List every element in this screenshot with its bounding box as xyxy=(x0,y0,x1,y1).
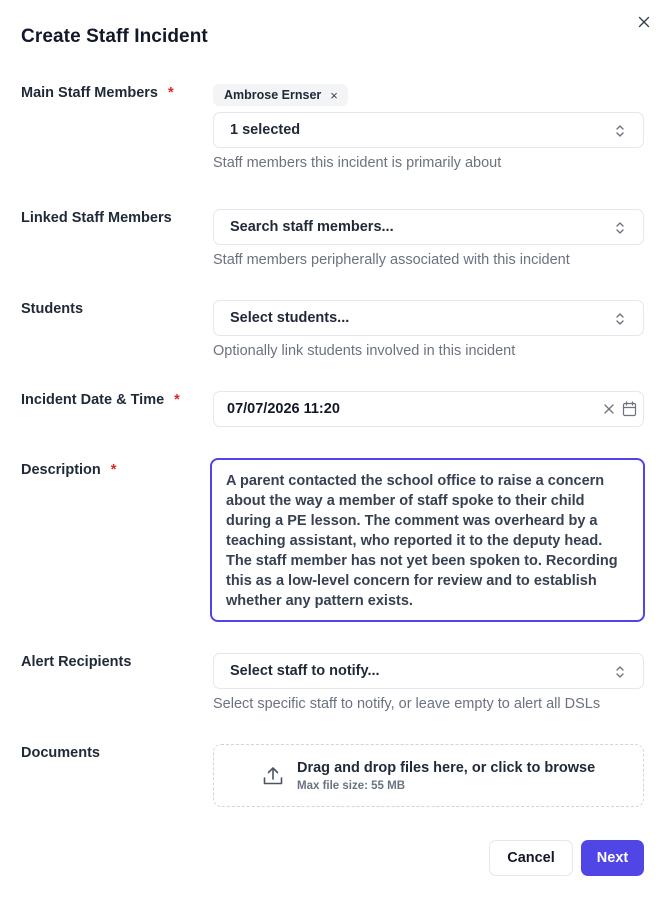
cancel-button[interactable]: Cancel xyxy=(489,840,573,876)
dropzone-text: Drag and drop files here, or click to browse xyxy=(297,760,596,776)
linked-staff-placeholder: Search staff members... xyxy=(230,219,394,235)
required-mark: * xyxy=(110,462,117,478)
linked-staff-help: Staff members peripherally associated with this incident xyxy=(213,252,570,268)
chip-remove-icon[interactable]: × xyxy=(330,87,338,103)
description-label: Description * xyxy=(21,462,117,478)
required-mark: * xyxy=(167,85,174,101)
incident-datetime-value: 07/07/2026 11:20 xyxy=(227,401,340,417)
next-button[interactable]: Next xyxy=(581,840,644,876)
close-icon[interactable] xyxy=(636,14,652,30)
required-mark: * xyxy=(174,392,180,408)
students-label: Students xyxy=(21,301,84,317)
alert-recipients-select[interactable] xyxy=(213,653,644,689)
file-dropzone[interactable] xyxy=(213,744,644,807)
upload-icon xyxy=(262,765,284,787)
chevron-up-down-icon xyxy=(613,664,627,680)
chevron-up-down-icon xyxy=(613,123,627,139)
description-textarea[interactable]: A parent contacted the school office to raise a concern about the way a member of staff spoke to their child during a PE lesson. The comment was overheard by a teaching assistant, who reported it to the deputy head. The staff member has not yet been spoken to. Recording this as a low-level concern for review and to establish whether any pattern exists. xyxy=(210,458,645,622)
dialog-title: Create Staff Incident xyxy=(21,26,208,47)
main-staff-select-value: 1 selected xyxy=(230,122,301,138)
incident-datetime-input[interactable] xyxy=(213,391,644,427)
linked-staff-label: Linked Staff Members xyxy=(21,210,172,226)
max-file-size: Max file size: 55 MB xyxy=(297,780,406,792)
alert-recipients-placeholder: Select staff to notify... xyxy=(230,663,380,679)
linked-staff-select[interactable] xyxy=(213,209,644,245)
alert-recipients-label: Alert Recipients xyxy=(21,654,132,670)
documents-label: Documents xyxy=(21,745,100,761)
main-staff-select[interactable] xyxy=(213,112,644,148)
students-help: Optionally link students involved in this incident xyxy=(213,343,516,359)
alert-recipients-help: Select specific staff to notify, or leave empty to alert all DSLs xyxy=(213,696,601,712)
main-staff-help: Staff members this incident is primarily about xyxy=(213,155,502,171)
incident-datetime-label: Incident Date & Time * xyxy=(21,392,180,408)
chevron-up-down-icon xyxy=(613,311,627,327)
clear-icon[interactable] xyxy=(603,403,615,415)
students-placeholder: Select students... xyxy=(230,310,350,326)
calendar-icon[interactable] xyxy=(622,401,637,417)
chip-label: Ambrose Ernser xyxy=(224,88,322,102)
selected-staff-chip xyxy=(213,84,348,106)
main-staff-label: Main Staff Members * xyxy=(21,85,174,101)
chevron-up-down-icon xyxy=(613,220,627,236)
students-select[interactable] xyxy=(213,300,644,336)
